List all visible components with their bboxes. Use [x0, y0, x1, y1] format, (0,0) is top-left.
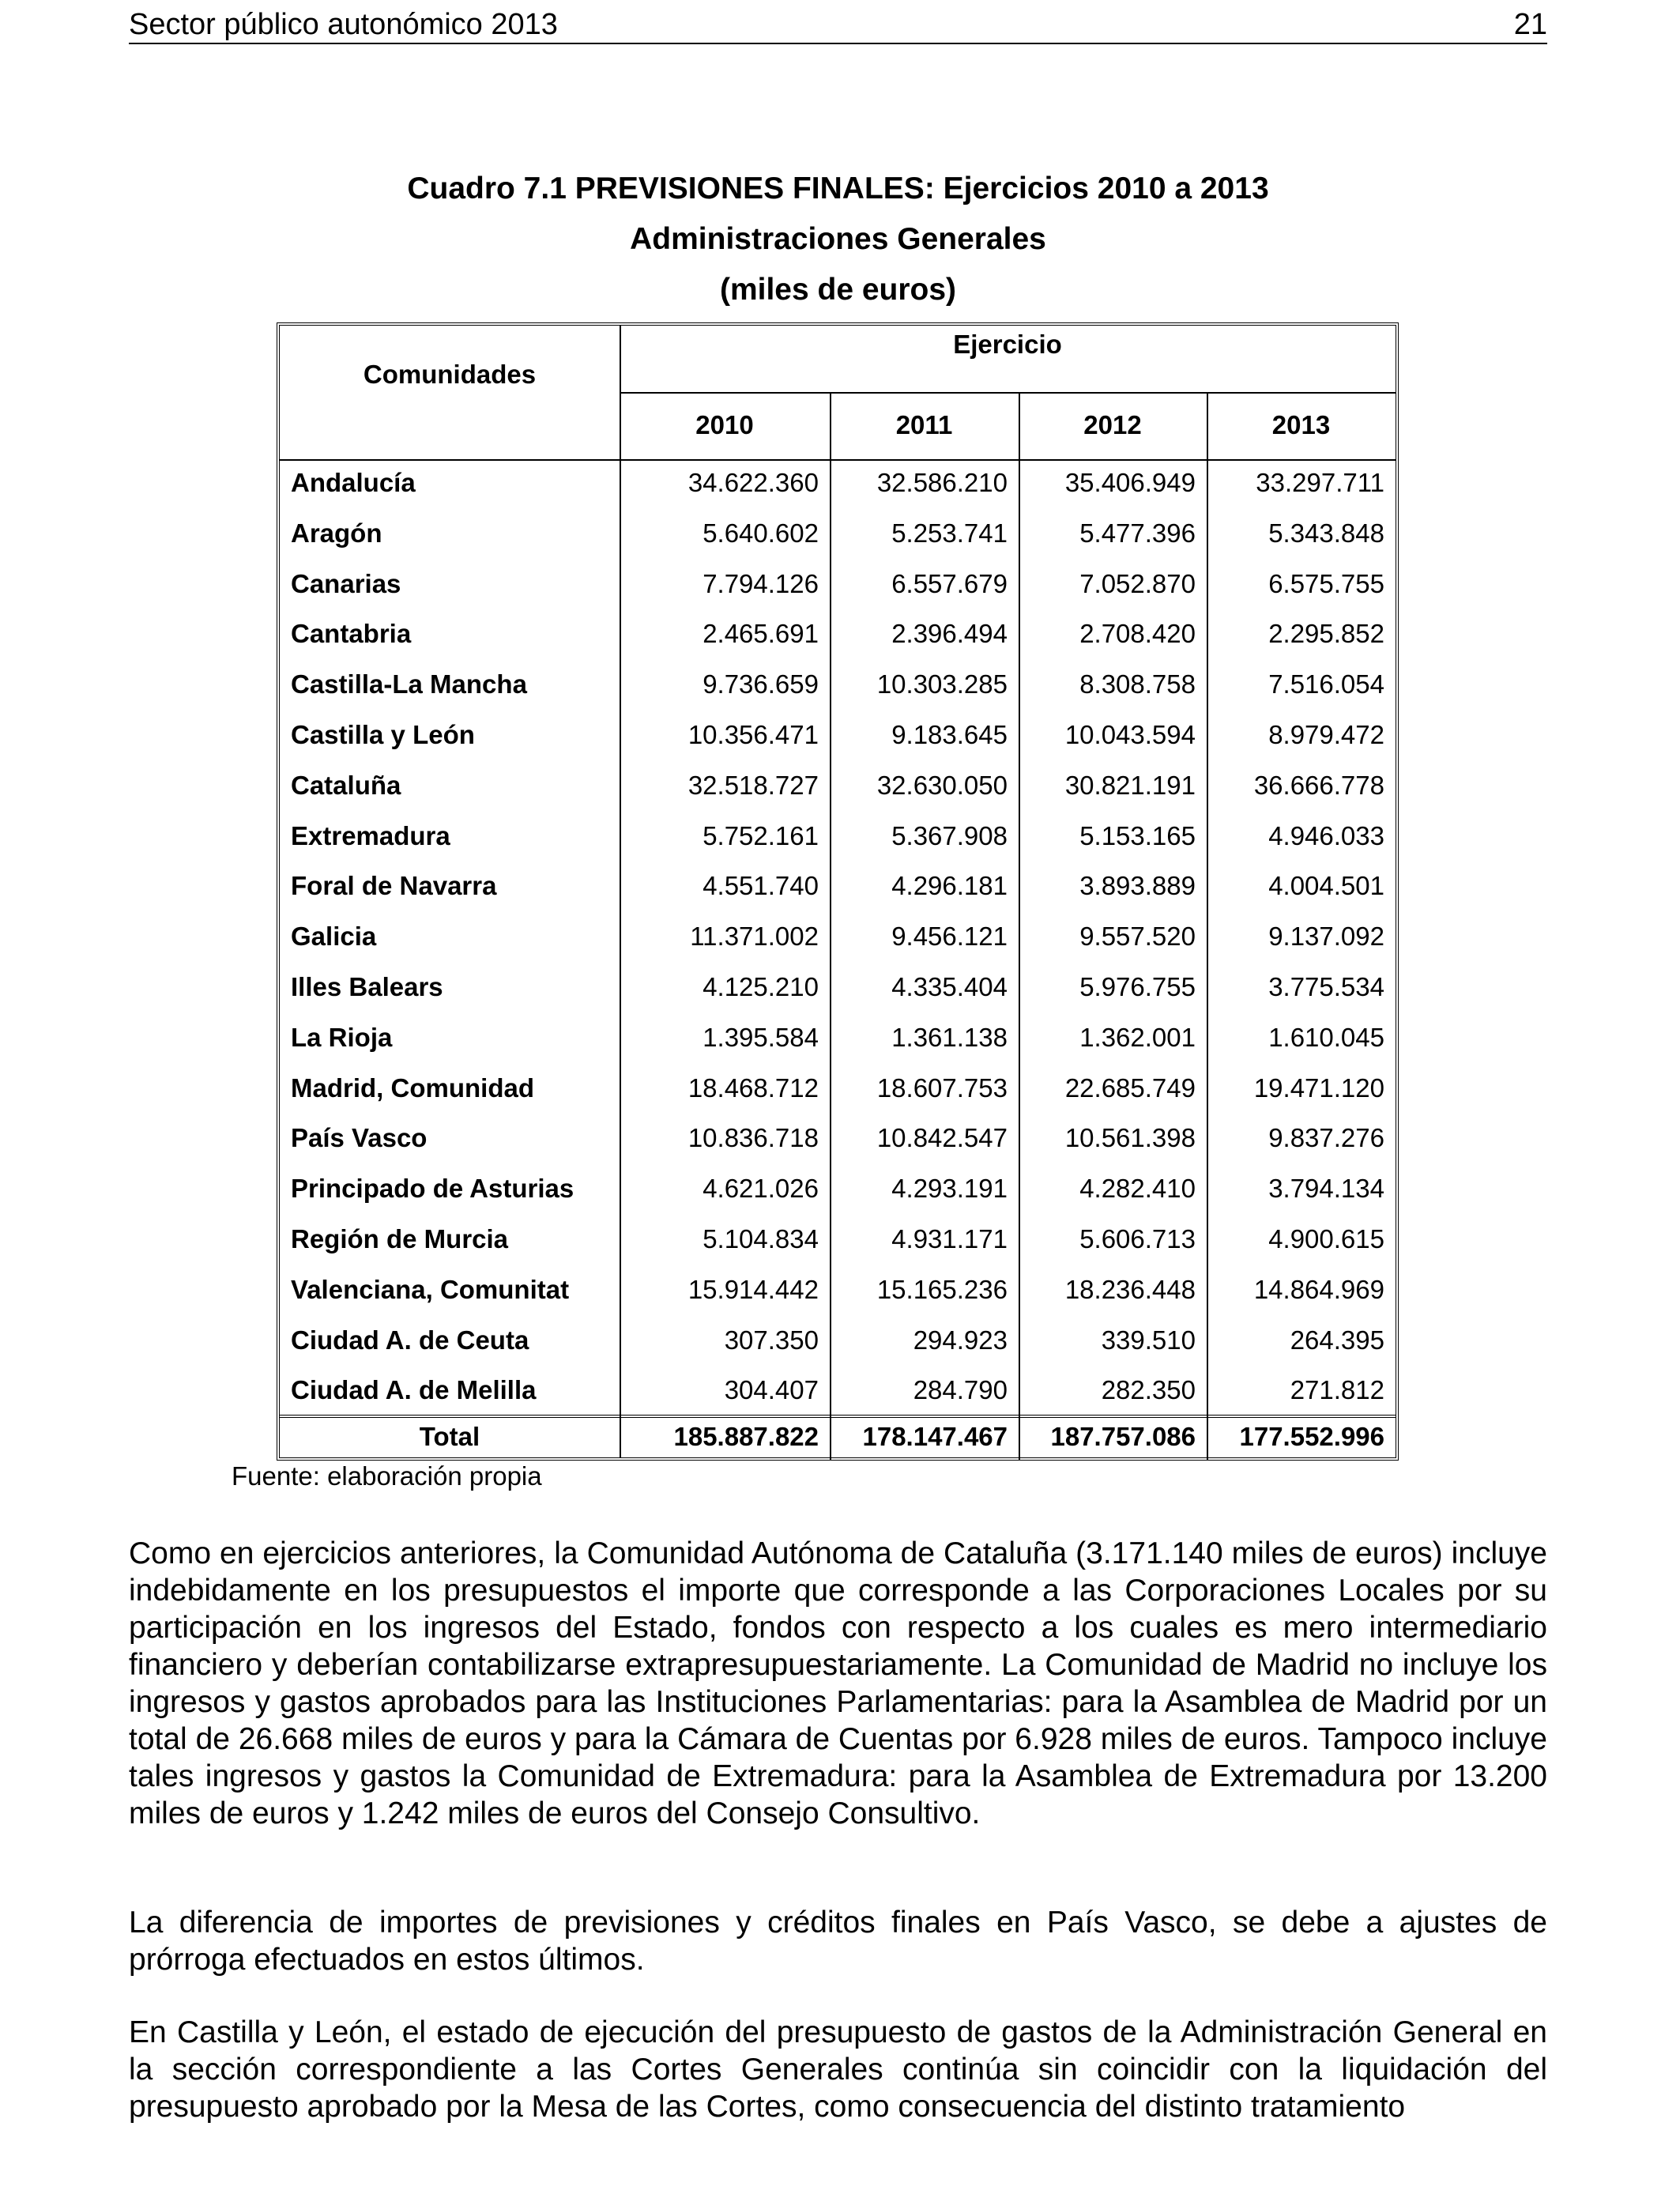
row-value: 3.775.534 [1268, 972, 1384, 1001]
row-value: 7.052.870 [1079, 568, 1196, 598]
table-divider [280, 1415, 1396, 1418]
row-value: 6.557.679 [891, 568, 1008, 598]
row-name: Andalucía [291, 468, 416, 497]
row-value: 35.406.949 [1064, 468, 1196, 497]
row-value: 9.837.276 [1268, 1123, 1384, 1153]
row-value: 32.586.210 [876, 468, 1008, 497]
row-value: 10.836.718 [687, 1123, 819, 1153]
total-label: Total [419, 1422, 480, 1451]
row-value: 22.685.749 [1064, 1072, 1196, 1103]
table-title: Cuadro 7.1 PREVISIONES FINALES: Ejercicios 2010 a 2013 [407, 172, 1269, 205]
row-value: 2.295.852 [1268, 619, 1384, 649]
row-value: 4.125.210 [703, 972, 819, 1001]
row-value: 1.361.138 [891, 1022, 1008, 1052]
row-value: 5.367.908 [891, 820, 1008, 850]
row-value: 5.343.848 [1268, 518, 1384, 548]
row-value: 9.736.659 [703, 669, 819, 699]
row-value: 307.350 [724, 1325, 819, 1355]
page-number: 21 [1513, 8, 1547, 41]
row-value: 5.104.834 [703, 1224, 819, 1253]
total-value: 178.147.467 [862, 1422, 1008, 1451]
row-value: 19.471.120 [1253, 1072, 1384, 1103]
row-value: 5.153.165 [1079, 820, 1196, 850]
row-value: 5.253.741 [891, 518, 1008, 548]
row-value: 9.456.121 [891, 922, 1008, 952]
row-value: 5.477.396 [1079, 518, 1196, 548]
body-paragraph: La diferencia de importes de previsiones y créditos finales en País Vasco, se debe a ajustes de prórroga efectuados en estos últimos. [129, 1906, 1547, 1977]
row-value: 10.043.594 [1064, 720, 1196, 749]
row-value: 9.137.092 [1268, 922, 1384, 952]
row-value: 15.165.236 [876, 1274, 1008, 1304]
row-value: 4.293.191 [891, 1174, 1008, 1204]
row-value: 1.395.584 [703, 1022, 819, 1052]
row-value: 5.976.755 [1079, 972, 1196, 1001]
row-value: 4.946.033 [1268, 820, 1384, 850]
row-value: 3.893.889 [1079, 871, 1196, 901]
row-value: 18.468.712 [687, 1072, 819, 1103]
body-paragraph: Como en ejercicios anteriores, la Comunidad Autónoma de Cataluña (3.171.140 miles de euros) incluye indebidamente en los presupuestos el importe que corresponde a las Corporaciones Locales por su participación en los ingresos del Estado, fondos con respecto a los cuales es mero intermediario financiero y deberían contabilizarse extrapresupuestariamente. La Comunidad de Madrid no incluye los ingresos y gastos aprobados para las Instituciones Parlamentarias: para la Asamblea de Madrid por un total de 26.668 miles de euros y para la Cámara de Cuentas por 6.928 miles de euros. Tampoco incluye tales ingresos y gastos la Comunidad de Extremadura: para la Asamblea de Extremadura por 13.200 miles de euros y 1.242 miles de euros del Consejo Consultivo. [129, 1536, 1547, 1830]
row-name: Ciudad A. de Ceuta [291, 1325, 529, 1355]
row-value: 6.575.755 [1268, 568, 1384, 598]
header-year-2010: 2010 [695, 410, 754, 439]
row-value: 36.666.778 [1253, 770, 1384, 800]
row-value: 284.790 [913, 1375, 1008, 1405]
row-value: 2.708.420 [1079, 619, 1196, 649]
row-value: 271.812 [1290, 1375, 1384, 1405]
row-name: Ciudad A. de Melilla [291, 1375, 537, 1405]
row-name: Cataluña [291, 770, 401, 800]
row-value: 32.518.727 [687, 770, 819, 800]
data-table [277, 322, 1399, 1461]
row-name: Foral de Navarra [291, 871, 497, 901]
header-comunidades: Comunidades [363, 360, 537, 389]
table-subtitle: Administraciones Generales [630, 222, 1046, 256]
row-name: Aragón [291, 518, 382, 548]
row-value: 10.842.547 [876, 1123, 1008, 1153]
row-value: 4.296.181 [891, 871, 1008, 901]
row-name: La Rioja [291, 1022, 393, 1052]
row-name: Cantabria [291, 619, 412, 649]
header-ejercicio: Ejercicio [953, 330, 1062, 359]
row-value: 4.335.404 [891, 972, 1008, 1001]
row-value: 18.607.753 [876, 1072, 1008, 1103]
row-name: País Vasco [291, 1123, 428, 1153]
row-value: 4.931.171 [891, 1224, 1008, 1253]
row-value: 15.914.442 [687, 1274, 819, 1304]
body-paragraph: En Castilla y León, el estado de ejecución del presupuesto de gastos de la Administración General en la sección correspondiente a las Cortes Generales continúa sin coincidir con la liquidación del presupuesto aprobado por la Mesa de las Cortes, como consecuencia del distinto tratamiento [129, 2015, 1547, 2124]
row-value: 2.465.691 [703, 619, 819, 649]
row-value: 9.557.520 [1079, 922, 1196, 952]
row-value: 282.350 [1101, 1375, 1196, 1405]
row-value: 264.395 [1290, 1325, 1384, 1355]
total-value: 187.757.086 [1050, 1422, 1196, 1451]
row-value: 304.407 [724, 1375, 819, 1405]
header-title: Sector público autonómico 2013 [129, 8, 558, 41]
row-value: 33.297.711 [1256, 468, 1384, 497]
row-value: 10.356.471 [687, 720, 819, 749]
row-value: 4.551.740 [703, 871, 819, 901]
row-value: 5.752.161 [703, 820, 819, 850]
row-name: Madrid, Comunidad [291, 1072, 534, 1103]
page-header [129, 6, 1547, 44]
row-value: 14.864.969 [1253, 1274, 1384, 1304]
row-value: 4.282.410 [1079, 1174, 1196, 1204]
row-value: 4.621.026 [703, 1174, 819, 1204]
row-value: 4.004.501 [1268, 871, 1384, 901]
row-value: 294.923 [913, 1325, 1008, 1355]
row-value: 3.794.134 [1268, 1174, 1384, 1204]
row-name: Extremadura [291, 820, 450, 850]
row-value: 7.794.126 [703, 568, 819, 598]
row-value: 30.821.191 [1064, 770, 1196, 800]
row-value: 8.308.758 [1079, 669, 1196, 699]
row-value: 11.371.002 [690, 922, 819, 952]
row-value: 8.979.472 [1268, 720, 1384, 749]
row-name: Castilla-La Mancha [291, 669, 527, 699]
row-value: 5.640.602 [703, 518, 819, 548]
row-name: Región de Murcia [291, 1224, 509, 1253]
table-divider [280, 459, 1396, 461]
row-value: 7.516.054 [1268, 669, 1384, 699]
table-units: (miles de euros) [719, 273, 957, 307]
row-value: 1.610.045 [1268, 1022, 1384, 1052]
row-value: 4.900.615 [1268, 1224, 1384, 1253]
row-value: 2.396.494 [891, 619, 1008, 649]
row-value: 10.561.398 [1064, 1123, 1196, 1153]
row-value: 1.362.001 [1079, 1022, 1196, 1052]
row-value: 5.606.713 [1079, 1224, 1196, 1253]
row-value: 339.510 [1101, 1325, 1196, 1355]
header-year-2012: 2012 [1083, 410, 1142, 439]
row-name: Canarias [291, 568, 401, 598]
total-value: 185.887.822 [673, 1422, 819, 1451]
row-value: 9.183.645 [891, 720, 1008, 749]
row-name: Illes Balears [291, 972, 443, 1001]
row-name: Principado de Asturias [291, 1174, 574, 1204]
source-note: Fuente: elaboración propia [232, 1461, 542, 1491]
header-year-2011: 2011 [895, 410, 953, 439]
header-year-2013: 2013 [1271, 410, 1331, 439]
row-value: 18.236.448 [1064, 1274, 1196, 1304]
row-name: Galicia [291, 922, 377, 952]
row-name: Valenciana, Comunitat [291, 1274, 570, 1304]
row-value: 32.630.050 [876, 770, 1008, 800]
row-name: Castilla y León [291, 720, 475, 749]
total-value: 177.552.996 [1239, 1422, 1384, 1451]
row-value: 10.303.285 [876, 669, 1008, 699]
row-value: 34.622.360 [687, 468, 819, 497]
